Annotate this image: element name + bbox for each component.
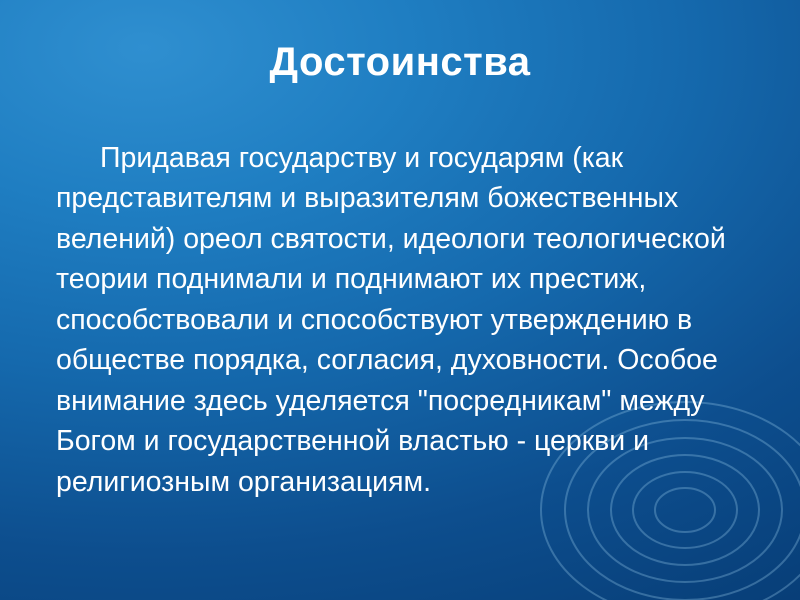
page-title: Достоинства [269,40,531,84]
slide-body-text: Придавая государству и государям (как представителям и выразителям божественных велений) ореол святости, идеологи теологической теории поднимали и поднимают их престиж, способствовали и способствуют утверждению в обществе порядка, согласия, духовности. Особое внимание здесь уделяется "посредникам" между Богом и государственной властью - церкви и религиозным организациям. [56,142,734,498]
